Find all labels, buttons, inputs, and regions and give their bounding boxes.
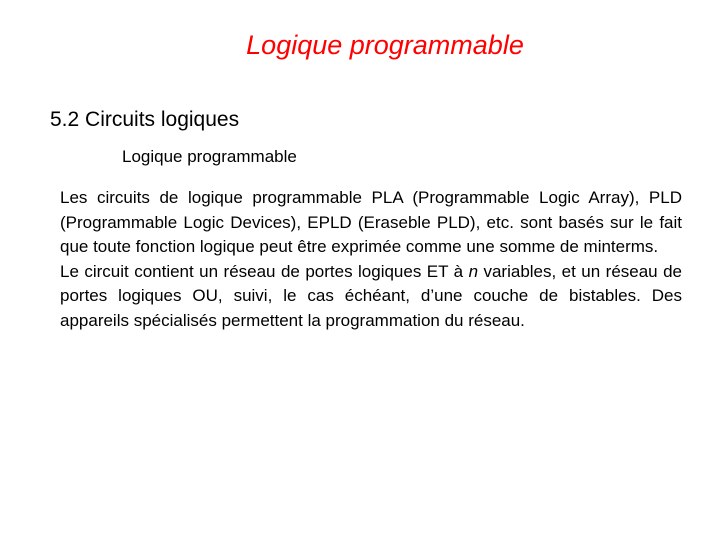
paragraph-2-part-1: Le circuit contient un réseau de portes logiques ET à xyxy=(60,261,469,281)
paragraph-2 xyxy=(60,260,682,334)
paragraph-2-part-2: variables, et un réseau de portes logiques OU, suivi, le cas échéant, d’une couche de bistables. Des appareils spécialisés permettent la programmation du réseau. xyxy=(60,261,682,330)
section-heading: 5.2 Circuits logiques xyxy=(50,108,240,131)
slide-title: Logique programmable xyxy=(246,30,524,60)
subsection-heading: Logique programmable xyxy=(122,147,297,166)
slide-body xyxy=(60,186,682,333)
variable-n: n xyxy=(468,261,479,281)
paragraph-1: Les circuits de logique programmable PLA (Programmable Logic Array), PLD (Programmable Logic Devices), EPLD (Eraseble PLD), etc. sont basés sur le fait que toute fonction logique peut être exprimée comme une somme de minterms. xyxy=(60,188,682,256)
